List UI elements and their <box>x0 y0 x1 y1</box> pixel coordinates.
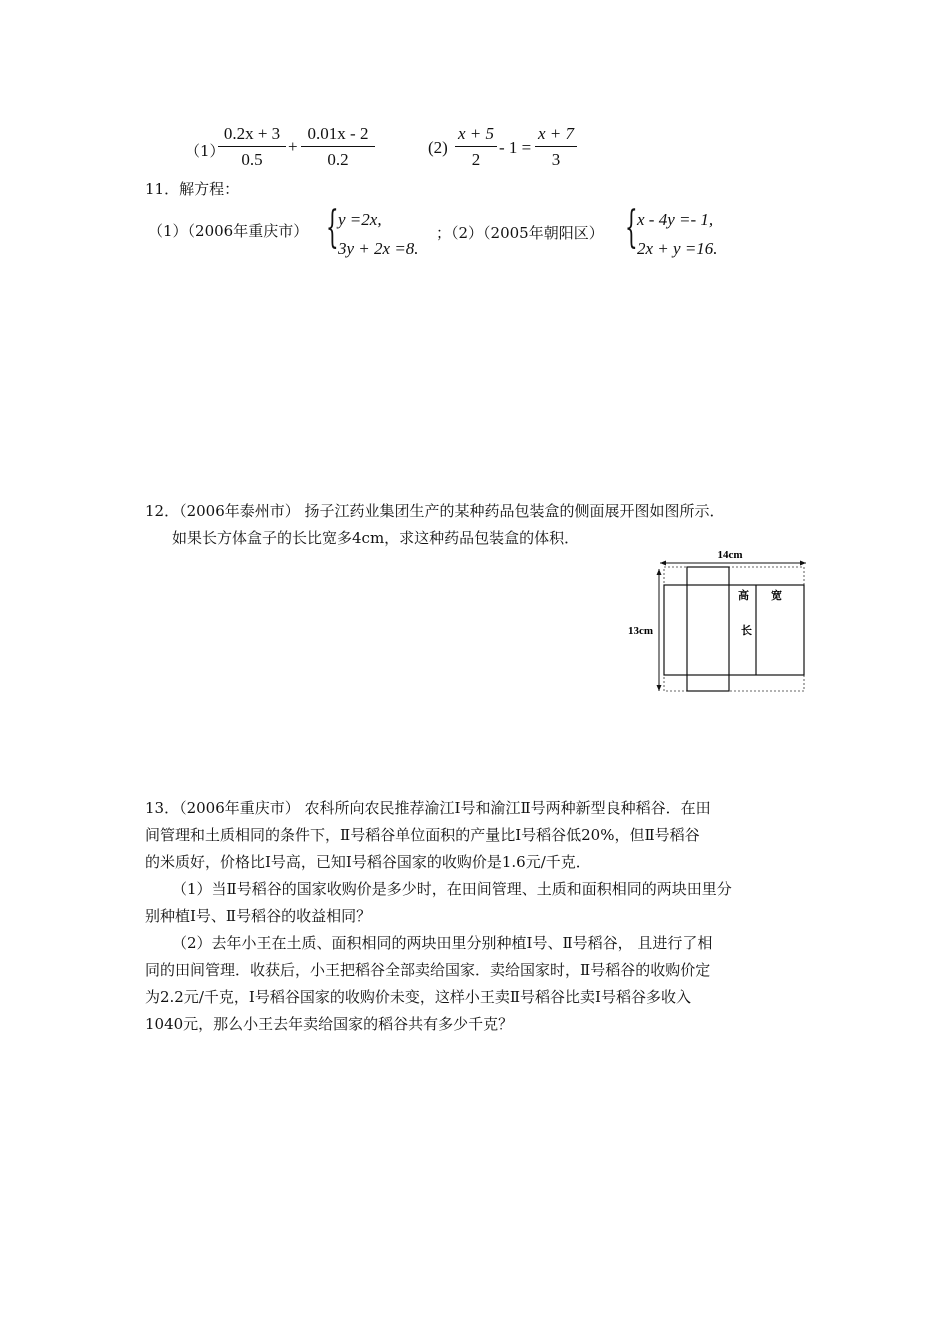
q10-part1-label: （1） <box>185 142 225 160</box>
q10-part2-fraction-2-numerator: x + 7 <box>537 124 575 143</box>
fig-height-label: 13cm <box>628 625 654 637</box>
q10-part1-fraction-2-numerator: 0.01x - 2 <box>307 124 369 143</box>
q10-part1-plus: + <box>288 137 298 156</box>
q13-sub2-line-2: 同的田间管理．收获后，小王把稻谷全部卖给国家．卖给国家时，Ⅱ号稻谷的收购价定 <box>145 961 711 979</box>
q10-part2-fraction-2 <box>535 124 577 170</box>
fig-label-kuan: 宽 <box>771 590 782 602</box>
q10-part1-fraction-2 <box>301 124 375 170</box>
q11-part1-equation-2: 3y + 2x =8. <box>338 239 419 258</box>
q11-part2-equation-1: x - 4y =- 1, <box>637 210 714 229</box>
q12-line-1: 12．（2006年泰州市） 扬子江药业集团生产的某种药品包装盒的侧面展开图如图所示． <box>145 502 725 520</box>
box-net-diagram <box>628 545 813 700</box>
q10-part2-middle: - 1 = <box>499 138 532 157</box>
q13-sub1-line-2: 别种植Ⅰ号、Ⅱ号稻谷的收益相同？ <box>145 907 372 925</box>
fig-side-strip <box>664 585 804 675</box>
q10-part1-fraction-1 <box>218 124 286 170</box>
q13-sub2-line-3: 为2.2元/千克，Ⅰ号稻谷国家的收购价未变，这样小王卖Ⅱ号稻谷比卖Ⅰ号稻谷多收入 <box>145 988 691 1006</box>
q10-part2-fraction-1-denominator: 2 <box>471 150 481 169</box>
q13-sub2-line-1: （2）去年小王在土质、面积相同的两块田里分别种植Ⅰ号、Ⅱ号稻谷， 且进行了相 <box>172 934 713 952</box>
q11-part2-brace: { <box>625 202 638 253</box>
q11-part1-brace: { <box>326 202 339 253</box>
q11-separator: ；（2）（2005年朝阳区） <box>436 224 604 242</box>
q10-part1-fraction-2-denominator: 0.2 <box>327 150 349 169</box>
q13-line-3: 的米质好，价格比Ⅰ号高，已知Ⅰ号稻谷国家的收购价是1.6元/千克． <box>145 853 591 871</box>
q10-part2-label: (2) <box>428 138 448 157</box>
q11-part1-equation-1: y =2x, <box>338 210 382 229</box>
fig-label-chang: 长 <box>741 625 752 637</box>
q10-part1-fraction-1-denominator: 0.5 <box>241 150 263 169</box>
q11-title: 11．解方程： <box>145 180 240 198</box>
q10-part1-fraction-1-numerator: 0.2x + 3 <box>223 124 281 143</box>
q10-part2-fraction-1-numerator: x + 5 <box>457 124 495 143</box>
q13-sub1-line-1: （1）当Ⅱ号稻谷的国家收购价是多少时，在田间管理、土质和面积相同的两块田里分 <box>172 880 732 898</box>
q10-part2-fraction-1 <box>455 124 497 170</box>
q13-line-1: 13．（2006年重庆市） 农科所向农民推荐渝江Ⅰ号和渝江Ⅱ号两种新型良种稻谷．在田 <box>145 799 711 817</box>
fig-label-gao: 高 <box>738 590 749 602</box>
fig-width-label: 14cm <box>717 549 743 561</box>
q13-sub2-line-4: 1040元，那么小王去年卖给国家的稻谷共有多少千克？ <box>145 1015 514 1033</box>
q12-line-2: 如果长方体盒子的长比宽多4cm，求这种药品包装盒的体积． <box>172 529 580 547</box>
q13-line-2: 间管理和土质相同的条件下，Ⅱ号稻谷单位面积的产量比Ⅰ号稻谷低20%，但Ⅱ号稻谷 <box>145 826 700 844</box>
q11-part2-equation-2: 2x + y =16. <box>637 239 718 258</box>
q11-part1-label: （1）（2006年重庆市） <box>148 222 309 240</box>
q10-part2-fraction-2-denominator: 3 <box>551 150 561 169</box>
